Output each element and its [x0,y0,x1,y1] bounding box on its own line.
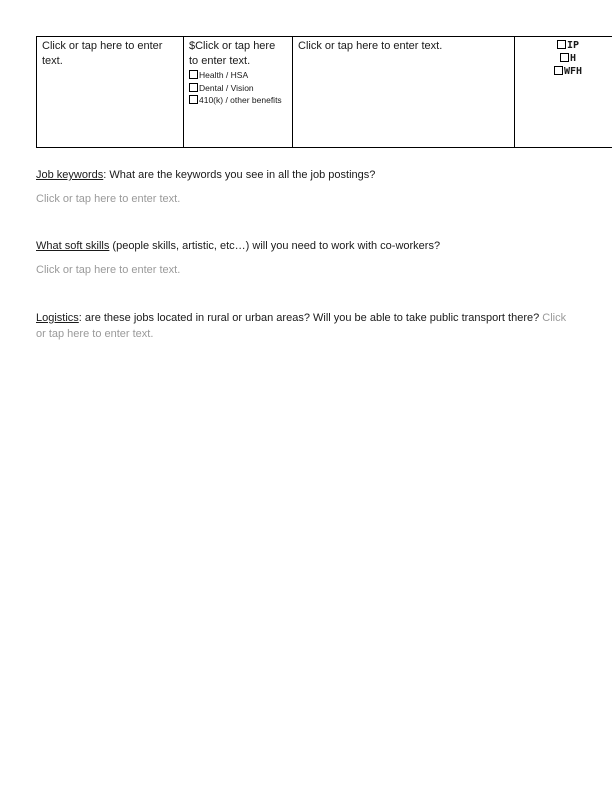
description-field[interactable]: Click or tap here to enter text. [298,40,443,52]
checkbox-icon[interactable] [557,40,566,49]
keywords-question-text: : What are the keywords you see in all the job postings? [103,169,376,181]
job-title-cell[interactable] [37,37,184,148]
soft-skills-question [36,238,576,254]
benefit-health[interactable] [189,69,287,82]
option-ip[interactable] [520,39,612,52]
job-details-table [36,36,612,148]
option-label: IP [566,40,580,51]
soft-skills-answer [36,262,576,278]
benefit-label: 410(k) / other benefits [199,95,282,105]
work-location-cell [515,37,612,148]
checkbox-icon[interactable] [189,95,198,104]
logistics-question [36,310,576,342]
keywords-question [36,167,576,183]
job-title-field[interactable]: Click or tap here to enter text. [42,40,163,67]
salary-field[interactable]: $Click or tap here to enter text. [189,40,276,67]
soft-skills-label: What soft skills [36,240,110,252]
logistics-question-text: : are these jobs located in rural or urban areas? Will you be able to take public transport there? [78,312,543,324]
soft-skills-question-text: (people skills, artistic, etc…) will you need to work with co-workers? [109,240,441,252]
benefit-401k[interactable] [189,94,287,107]
option-label: WFH [563,66,583,77]
keywords-answer-field[interactable]: Click or tap here to enter text. [36,193,181,205]
option-h[interactable] [520,52,612,65]
description-cell[interactable] [293,37,515,148]
salary-benefits-cell[interactable] [184,37,293,148]
benefits-list [189,69,287,107]
logistics-answer-field[interactable]: Click or tap here to enter text. [36,312,567,340]
checkbox-icon[interactable] [189,83,198,92]
checkbox-icon[interactable] [560,53,569,62]
benefit-label: Dental / Vision [199,82,254,93]
checkbox-icon[interactable] [554,66,563,75]
keywords-answer [36,191,576,207]
work-location-options [520,39,612,78]
soft-skills-answer-field[interactable]: Click or tap here to enter text. [36,264,181,276]
table-row [37,37,612,148]
benefit-dental[interactable] [189,82,287,95]
option-label: H [569,53,577,64]
keywords-label: Job keywords [36,169,104,181]
checkbox-icon[interactable] [189,70,198,79]
logistics-label: Logistics [36,312,79,324]
option-wfh[interactable] [520,65,612,78]
benefit-label: Health / HSA [199,70,249,80]
